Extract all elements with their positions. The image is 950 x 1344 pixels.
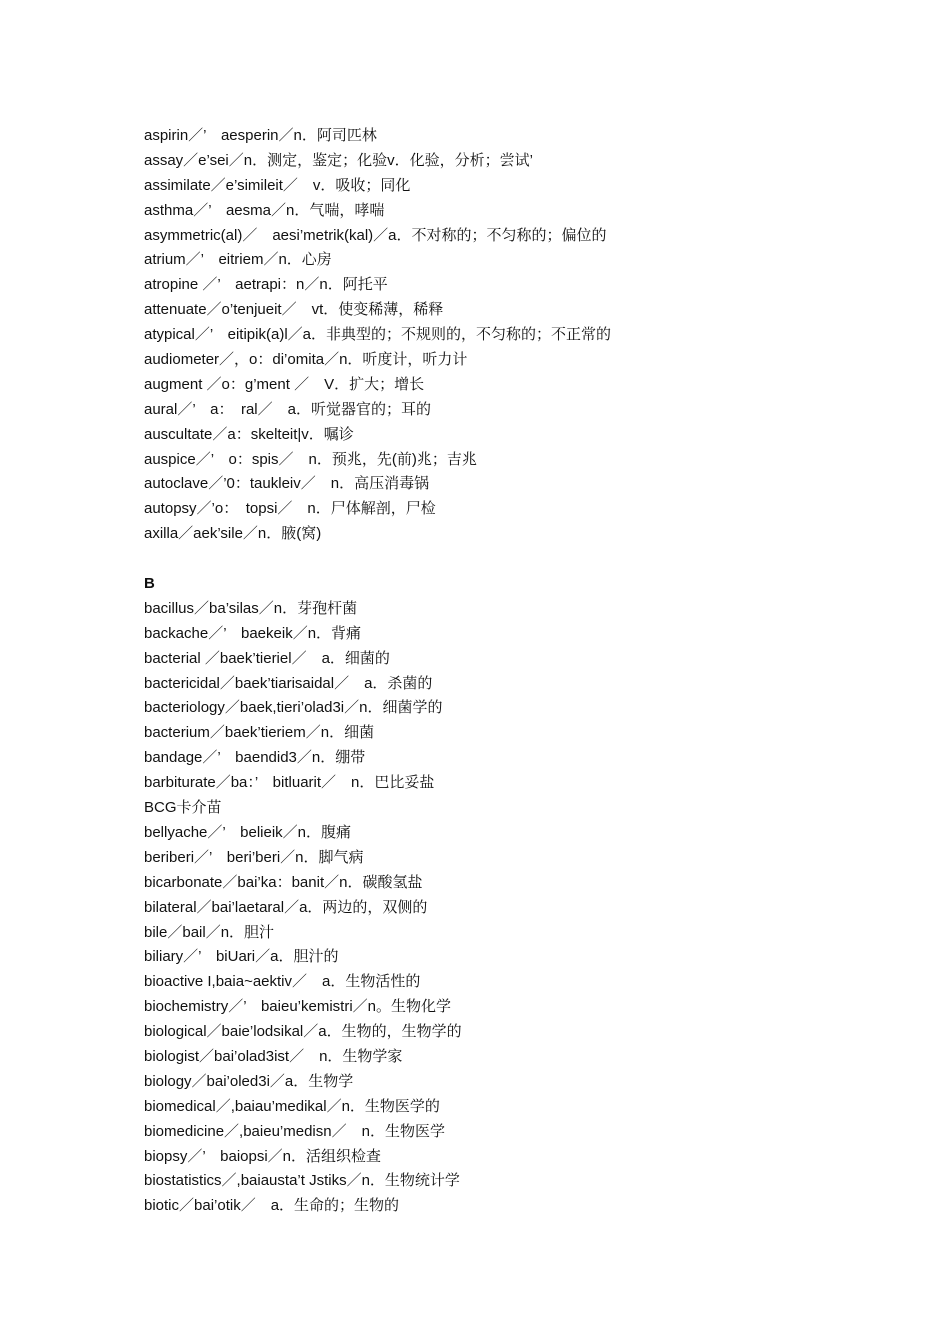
glossary-entry: bactericidal／baek’tiarisaidal／ a．杀菌的 bbox=[144, 674, 433, 692]
glossary-entry: bile／bail／n．胆汁 bbox=[144, 923, 275, 941]
glossary-entry: beriberi／’ beri’beri／n．脚气病 bbox=[144, 848, 364, 866]
glossary-entry: biopsy／’ baiopsi／n．活组织检查 bbox=[144, 1147, 382, 1165]
section-heading-b: B bbox=[144, 575, 155, 593]
glossary-entry: bacterial ／baek’tieriel／ a．细菌的 bbox=[144, 649, 390, 667]
section-spacer bbox=[144, 547, 864, 572]
glossary-content bbox=[144, 124, 864, 1219]
glossary-entry: asymmetric(al)／ aesi’metrik(kal)／a．不对称的；不匀称的；偏位的 bbox=[144, 226, 607, 244]
glossary-entry: attenuate／o’tenjueit／ vt．使变稀薄，稀释 bbox=[144, 301, 444, 319]
glossary-entry: bacillus／ba’silas／n．芽孢杆菌 bbox=[144, 599, 358, 617]
glossary-entry: atypical／’ eitipik(a)l／a．非典型的；不规则的，不匀称的；不正常的 bbox=[144, 326, 611, 344]
glossary-entry: augment ／o：g’ment ／ V．扩大；增长 bbox=[144, 375, 425, 393]
section-a bbox=[144, 124, 864, 547]
glossary-entry: biomedicine／,baieu’medisn／ n．生物医学 bbox=[144, 1122, 445, 1140]
glossary-entry: biochemistry／’ baieu’kemistri／n。生物化学 bbox=[144, 998, 452, 1016]
glossary-entry: biological／baie’lodsikal／a．生物的，生物学的 bbox=[144, 1023, 462, 1041]
glossary-entry: autopsy／’o： topsi／ n．尸体解剖，尸检 bbox=[144, 500, 436, 518]
glossary-entry: backache／’ baekeik／n．背痛 bbox=[144, 624, 362, 642]
glossary-entry: assimilate／e’simileit／ v．吸收；同化 bbox=[144, 176, 411, 194]
section-b bbox=[144, 597, 864, 1219]
glossary-entry: BCG卡介苗 bbox=[144, 799, 222, 817]
glossary-entry: bellyache／’ belieik／n．腹痛 bbox=[144, 823, 352, 841]
glossary-entry: axilla／aek’sile／n．腋(窝) bbox=[144, 525, 322, 543]
glossary-entry: auspice／’ o：spis／ n．预兆，先(前)兆；吉兆 bbox=[144, 450, 477, 468]
glossary-entry: bioactive I,baia~aektiv／ a．生物活性的 bbox=[144, 973, 421, 991]
glossary-entry: aspirin／’ aesperin／n．阿司匹林 bbox=[144, 127, 377, 144]
glossary-entry: bilateral／bai’laetaral／a．两边的，双侧的 bbox=[144, 898, 428, 916]
glossary-entry: biomedical／,baiau’medikal／n．生物医学的 bbox=[144, 1097, 440, 1115]
glossary-entry: atropine ／’ aetrapi：n／n．阿托平 bbox=[144, 276, 388, 294]
glossary-entry: biologist／bai’olad3ist／ n．生物学家 bbox=[144, 1047, 403, 1065]
glossary-entry: bandage／’ baendid3／n．绷带 bbox=[144, 749, 366, 767]
glossary-entry: biostatistics／,baiausta’t Jstiks／n．生物统计学 bbox=[144, 1172, 460, 1190]
glossary-entry: auscultate／a：skelteit|v．嘱诊 bbox=[144, 425, 354, 443]
glossary-entry: aural／’ a： ral／ a．听觉器官的；耳的 bbox=[144, 400, 431, 418]
glossary-entry: assay／e’sei／n．测定，鉴定；化验v．化验，分析；尝试’ bbox=[144, 151, 533, 169]
glossary-entry: barbiturate／ba：’ bitluarit／ n．巴比妥盐 bbox=[144, 774, 435, 792]
glossary-entry: biotic／bai’otik／ a．生命的；生物的 bbox=[144, 1197, 400, 1215]
glossary-entry: autoclave／’0：taukleiv／ n．高压消毒锅 bbox=[144, 475, 430, 493]
glossary-entry: biliary／’ biUari／a．胆汁的 bbox=[144, 948, 339, 966]
glossary-entry: audiometer／，o：di’omita／n．听度计，听力计 bbox=[144, 351, 468, 369]
glossary-entry: bacterium／baek’tieriem／n．细菌 bbox=[144, 724, 375, 742]
glossary-entry: asthma／’ aesma／n．气喘，哮喘 bbox=[144, 201, 385, 219]
glossary-entry: atrium／’ eitriem／n．心房 bbox=[144, 251, 332, 269]
glossary-entry: bicarbonate／bai’ka：banit／n．碳酸氢盐 bbox=[144, 873, 423, 891]
glossary-entry: biology／bai’oled3i／a．生物学 bbox=[144, 1072, 354, 1090]
glossary-entry: bacteriology／baek,tieri’olad3i／n．细菌学的 bbox=[144, 699, 443, 717]
